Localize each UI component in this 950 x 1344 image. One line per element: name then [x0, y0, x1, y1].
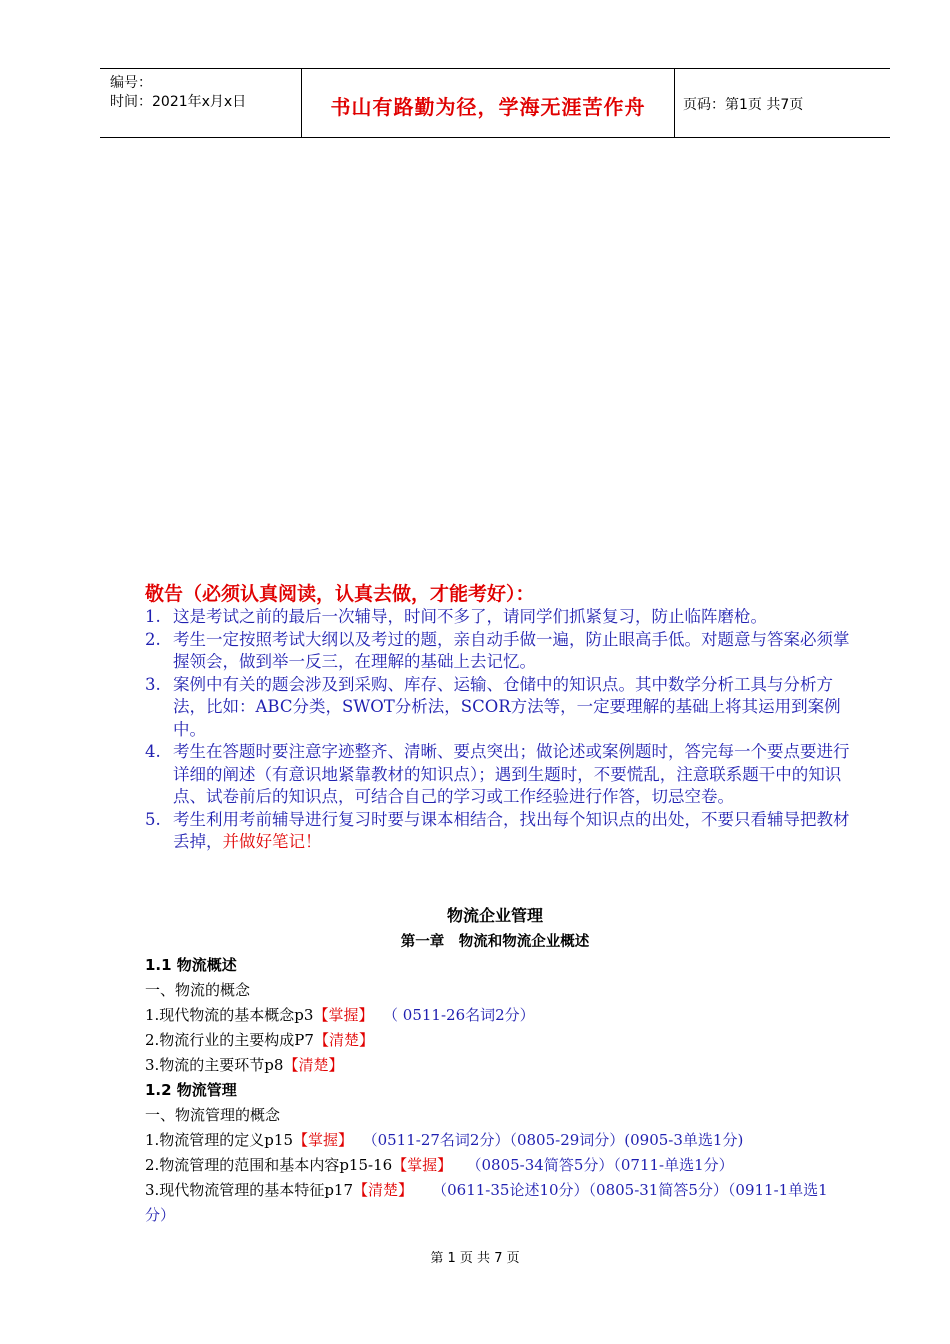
outline-item-note: （ 0511-26名词2分）	[383, 1006, 535, 1024]
outline-item-text: 1.物流管理的定义p15	[145, 1131, 294, 1149]
notice-item-text: 考生利用考前辅导进行复习时要与课本相结合，找出每个知识点的出处，不要只看辅导把教材丢掉，	[173, 809, 850, 851]
outline-item-tag: 【掌握】	[392, 1156, 453, 1174]
outline-item-note: （0611-35论述10分）（0805-31简答5分）（0911-1单选1分）	[145, 1181, 828, 1224]
outline-item	[145, 1178, 850, 1228]
outline-item-text: 1.现代物流的基本概念p3	[145, 1006, 314, 1024]
notice-section	[145, 582, 850, 854]
outline-item-text: 2.物流行业的主要构成P7	[145, 1031, 314, 1049]
notice-title: 敬告（必须认真阅读，认真去做，才能考好）：	[145, 583, 535, 605]
outline-item-text: 2.物流管理的范围和基本内容p15-16	[145, 1156, 393, 1174]
outline-item-tag: 【清楚】	[283, 1056, 344, 1074]
notice-item-text: 考生一定按照考试大纲以及考过的题，亲自动手做一遍，防止眼高手低。对题意与答案必须掌握领会，做到举一反三，在理解的基础上去记忆。	[173, 629, 850, 671]
outline-item	[145, 1053, 850, 1078]
notice-item	[145, 741, 850, 809]
notice-item-number: 2.	[145, 629, 161, 649]
header-motto-cell	[302, 69, 675, 137]
page-header	[100, 68, 890, 138]
chapter-title: 第一章 物流和物流企业概述	[400, 934, 590, 950]
outline-item-tag: 【掌握】	[293, 1131, 354, 1149]
outline-item-tag: 【清楚】	[313, 1031, 374, 1049]
page-footer: 第 1 页 共 7 页	[430, 1251, 520, 1266]
notice-item	[145, 629, 850, 674]
time-label: 时间：2021年x月x日	[110, 94, 247, 110]
outline-item-text: 3.物流的主要环节p8	[145, 1056, 284, 1074]
notice-item-number: 1.	[145, 607, 161, 626]
outline-item	[145, 1003, 850, 1028]
subsection-heading: 一、物流管理的概念	[145, 1106, 281, 1124]
notice-item-emphasis: 并做好笔记！	[222, 832, 322, 851]
notice-item-number: 4.	[145, 742, 161, 761]
notice-item	[145, 606, 850, 629]
notice-item-text: 考生在答题时要注意字迹整齐、清晰、要点突出；做论述或案例题时，答完每一个要点要进行详细的阐述（有意识地紧靠教材的知识点）；遇到生题时，不要慌乱，注意联系题干中的知识点、试卷前后的知识点，可结合自己的学习或工作经验进行作答，切忌空卷。	[173, 742, 850, 806]
outline-item-tag: 【清楚】	[353, 1181, 414, 1199]
notice-item-text: 这是考试之前的最后一次辅导，时间不多了，请同学们抓紧复习，防止临阵磨枪。	[173, 607, 767, 626]
outline-item	[145, 1028, 850, 1053]
notice-item-number: 5.	[145, 809, 161, 829]
motto: 书山有路勤为径，学海无涯苦作舟	[330, 95, 646, 119]
outline-item-note: （0511-27名词2分）（0805-29词分）(0905-3单选1分)	[362, 1131, 744, 1149]
notice-item	[145, 674, 850, 742]
outline-item	[145, 1128, 850, 1153]
outline-item-note: （0805-34简答5分）（0711-单选1分）	[466, 1156, 734, 1174]
section-heading: 1.2 物流管理	[145, 1081, 237, 1099]
outline-item	[145, 1153, 850, 1178]
page-number-label: 页码：第1页 共7页	[683, 97, 804, 113]
notice-item-number: 3.	[145, 674, 161, 694]
header-meta-cell	[100, 69, 302, 137]
document-title: 物流企业管理	[446, 906, 543, 925]
outline-item-text: 3.现代物流管理的基本特征p17	[145, 1181, 354, 1199]
notice-list	[145, 606, 850, 854]
notice-item	[145, 809, 850, 854]
document-body	[145, 953, 850, 1228]
outline-item-tag: 【掌握】	[313, 1006, 374, 1024]
header-page-cell	[675, 69, 890, 137]
section-heading: 1.1 物流概述	[145, 956, 237, 974]
number-label: 编号：	[110, 75, 152, 91]
notice-item-text: 案例中有关的题会涉及到采购、库存、运输、仓储中的知识点。其中数学分析工具与分析方法，比如：ABC分类，SWOT分析法，SCOR方法等，一定要理解的基础上将其运用到案例中。	[173, 674, 841, 739]
subsection-heading: 一、物流的概念	[145, 981, 251, 999]
